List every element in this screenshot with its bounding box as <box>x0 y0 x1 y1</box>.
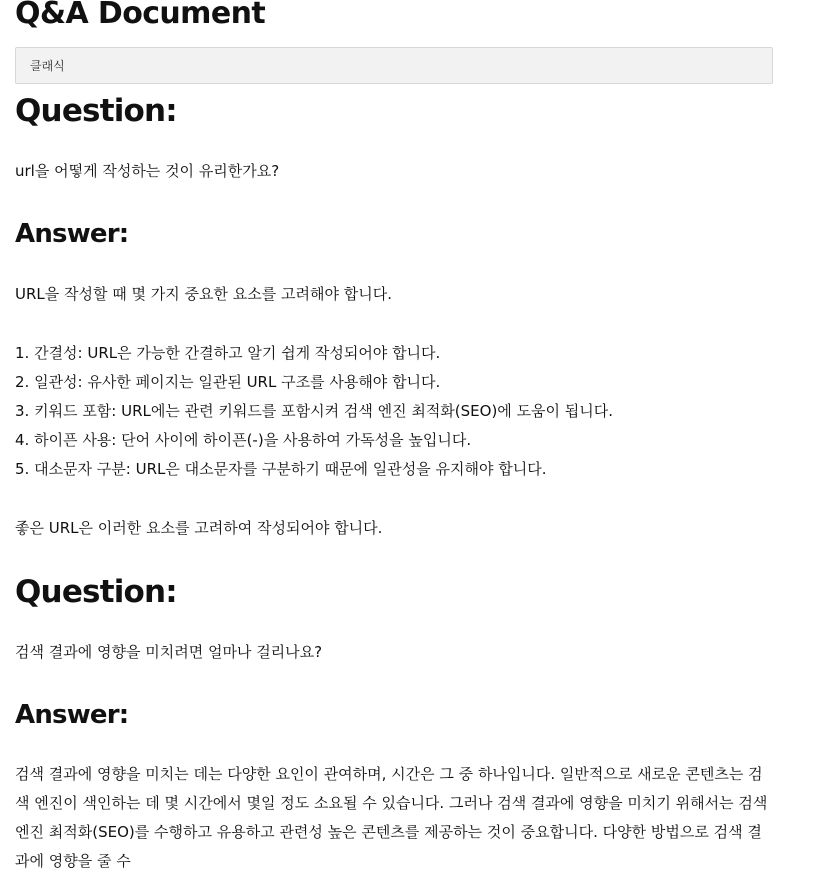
answer-points-list-1 <box>15 339 613 484</box>
answer-intro-1: URL을 작성할 때 몇 가지 중요한 요소를 고려해야 합니다. <box>15 285 392 303</box>
list-item: 1. 간결성: URL은 가능한 간결하고 알기 쉽게 작성되어야 합니다. <box>15 344 441 362</box>
document-title: Q&A Document <box>15 0 266 31</box>
answer-conclusion-1: 좋은 URL은 이러한 요소를 고려하여 작성되어야 합니다. <box>15 519 383 537</box>
list-item: 4. 하이픈 사용: 단어 사이에 하이픈(-)을 사용하여 가독성을 높입니다. <box>15 431 472 449</box>
question-text-1: url을 어떻게 작성하는 것이 유리한가요? <box>15 162 280 180</box>
answer-heading-2: Answer: <box>15 700 129 730</box>
list-item: 2. 일관성: 유사한 페이지는 일관된 URL 구조를 사용해야 합니다. <box>15 373 441 391</box>
style-select[interactable] <box>15 47 773 84</box>
question-heading-1: Question: <box>15 93 177 129</box>
list-item: 5. 대소문자 구분: URL은 대소문자를 구분하기 때문에 일관성을 유지해야 합니다. <box>15 460 547 478</box>
answer-heading-1: Answer: <box>15 219 129 249</box>
question-text-2: 검색 결과에 영향을 미치려면 얼마나 걸리나요? <box>15 643 323 661</box>
answer-text-2: 검색 결과에 영향을 미치는 데는 다양한 요인이 관여하며, 시간은 그 중 하나입니다. 일반적으로 새로운 콘텐츠는 검색 엔진이 색인하는 데 몇 시간에서 몇일 정도 소요될 수 있습니다. 그러나 검색 결과에 영향을 미치기 위해서는 검색 엔진 최적화(SEO)를 수행하고 유용하고 관련성 높은 콘텐츠를 제공하는 것이 중요합니다. 다양한 방법으로 검색 결과에 영향을 줄 수 <box>15 765 768 870</box>
question-heading-2: Question: <box>15 574 177 610</box>
style-select-value: 클래식 <box>30 59 65 73</box>
list-item: 3. 키워드 포함: URL에는 관련 키워드를 포함시켜 검색 엔진 최적화(SEO)에 도움이 됩니다. <box>15 402 614 420</box>
